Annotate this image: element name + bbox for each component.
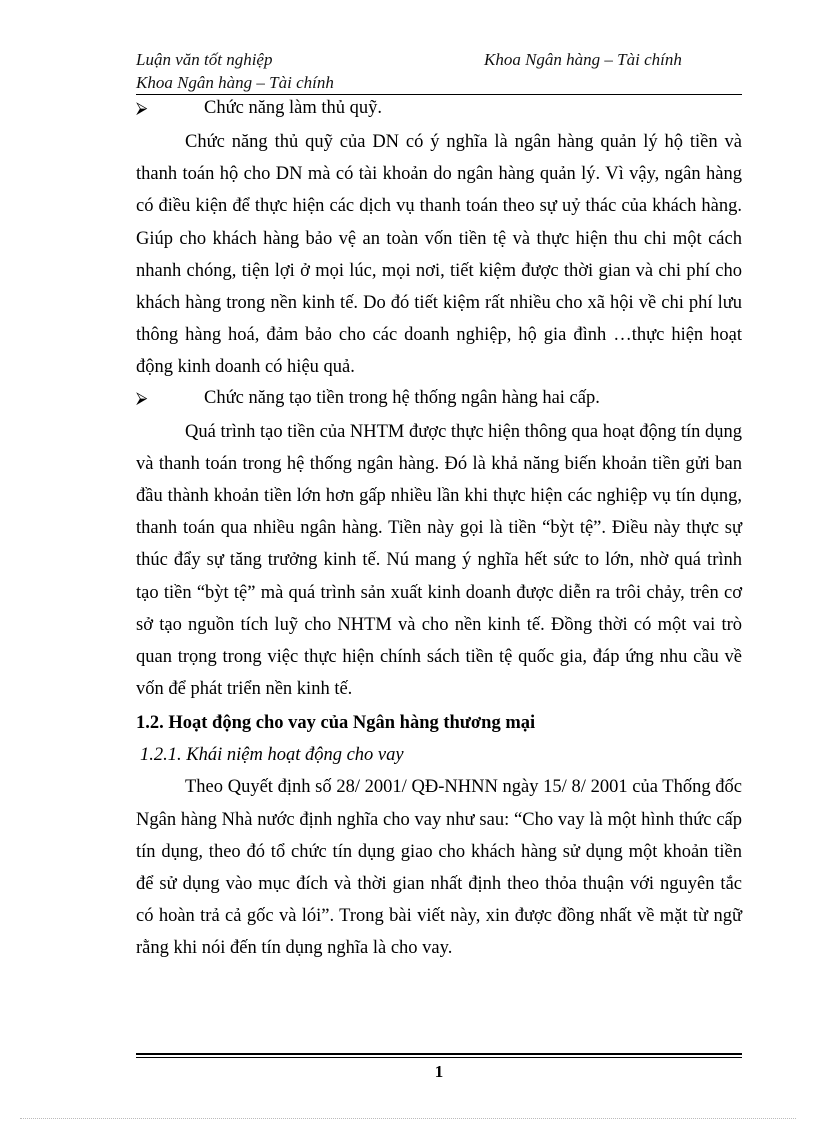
header-thesis-title: Luận văn tốt nghiệp bbox=[136, 50, 273, 69]
paragraph-loan-definition: Theo Quyết định số 28/ 2001/ QĐ-NHNN ngày 15/ 8/ 2001 của Thống đốc Ngân hàng Nhà nước định nghĩa cho vay như sau: “Cho vay là một hình thức cấp tín dụng, theo đó tổ chức tín dụng giao cho khách hàng sử dụng một khoản tiền để sử dụng vào mục đích và thời gian nhất định theo thỏa thuận với nguyên tắc có hoàn trả cả gốc và lói”. Trong bài viết này, xin được đồng nhất về mặt từ ngữ rằng khi nói đến tín dụng nghĩa là cho vay. bbox=[136, 777, 742, 959]
bullet-money-creation-function bbox=[136, 384, 742, 412]
page-bottom-edge bbox=[20, 1118, 796, 1119]
header-faculty-right: Khoa Ngân hàng – Tài chính bbox=[484, 50, 682, 69]
bullet-treasury-label: Chức năng làm thủ quỹ. bbox=[204, 98, 383, 118]
paragraph-money-creation: Quá trình tạo tiền của NHTM được thực hiện thông qua hoạt động tín dụng và thanh toán trong hệ thống ngân hàng. Đó là khả năng biến khoản tiền gửi ban đầu thành khoản tiền lớn hơn gấp nhiều lần khi thực hiện các nghiệp vụ tín dụng, thanh toán qua nhiều ngân hàng. Tiền này gọi là tiền “bỳt tệ”. Điều này thực sự thúc đẩy sự tăng trưởng kinh tế. Nú mang ý nghĩa hết sức to lớn, nhờ quá trình tạo tiền “bỳt tệ” mà quá trình sản xuất kinh doanh được diễn ra trôi chảy, trên cơ sở tạo nguồn tích luỹ cho NHTM và cho nền kinh tế. Đồng thời có một vai trò quan trọng trong việc thực hiện chính sách tiền tệ quốc gia, đáp ứng nhu cầu về vốn để phát triển nền kinh tế. bbox=[136, 421, 742, 700]
footer-divider-thin bbox=[136, 1057, 742, 1058]
paragraph-treasury: Chức năng thủ quỹ của DN có ý nghĩa là ngân hàng quản lý hộ tiền và thanh toán hộ cho DN mà có tài khoản do ngân hàng quản lý. Vì vậy, ngân hàng có điều kiện để thực hiện các dịch vụ thanh toán theo sự uỷ thác của khách hàng. Giúp cho khách hàng bảo vệ an toàn vốn tiền tệ và thực hiện thu chi một cách nhanh chóng, tiện lợi ở mọi lúc, mọi nơi, tiết kiệm được thời gian và chi phí cho khách hàng trong nền kinh tế. Do đó tiết kiệm rất nhiều cho xã hội về chi phí lưu thông hàng hoá, đảm bảo cho các doanh nghiệp, hộ gia đình …thực hiện hoạt động kinh doanh có hiệu quả. bbox=[136, 132, 742, 378]
bullet-money-creation-label: Chức năng tạo tiền trong hệ thống ngân hàng hai cấp. bbox=[204, 387, 600, 408]
header-line-1 bbox=[136, 48, 742, 71]
page-number: 1 bbox=[434, 1062, 444, 1081]
arrowhead-bullet-icon: ⮚ bbox=[136, 387, 148, 407]
page-header bbox=[136, 48, 742, 94]
section-heading: 1.2. Hoạt động cho vay của Ngân hàng thương mại bbox=[136, 713, 536, 734]
bullet-treasury-function bbox=[136, 94, 742, 122]
header-faculty-left: Khoa Ngân hàng – Tài chính bbox=[136, 73, 334, 92]
arrowhead-bullet-icon: ⮚ bbox=[136, 98, 148, 117]
footer-divider-thick bbox=[136, 1053, 742, 1055]
page-body bbox=[136, 94, 742, 965]
subsection-heading: 1.2.1. Khái niệm hoạt động cho vay bbox=[140, 745, 404, 766]
